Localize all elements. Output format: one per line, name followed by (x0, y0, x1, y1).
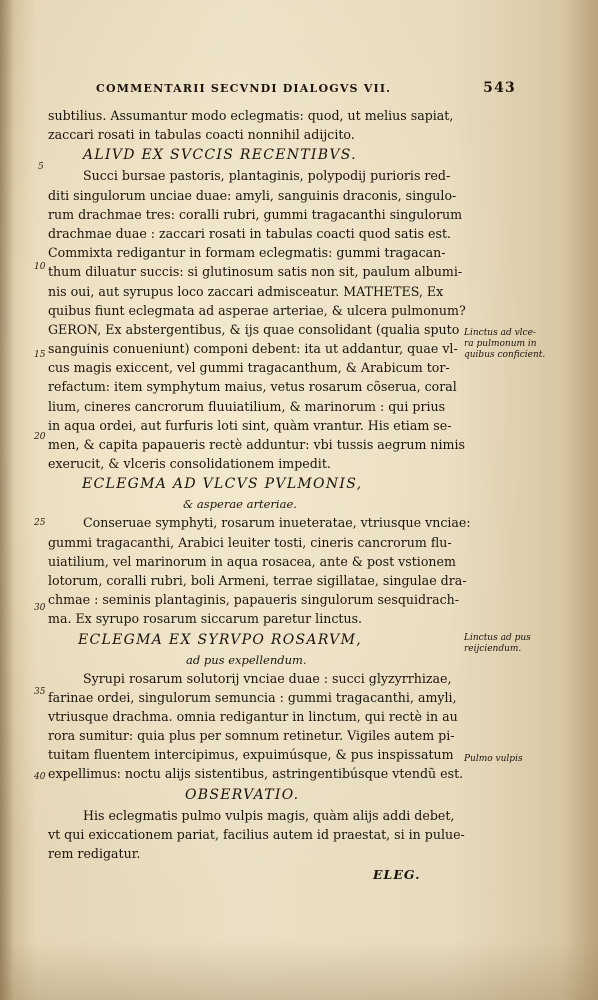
line-number: 40 (34, 772, 46, 782)
text-line: men, & capita papaueris rectè adduntur: vbi tussis aegrum nimis (48, 437, 465, 452)
margin-note-line: quibus conficient. (464, 350, 546, 360)
text-line: Conseruae symphyti, rosarum inueteratae, vtriusque vnciae: (83, 515, 471, 531)
margin-note-line: Linctus ad pus (464, 633, 531, 643)
line-number: 5 (38, 162, 44, 172)
section-heading: ALIVD EX SVCCIS RECENTIBVS. (83, 147, 357, 164)
text-line: Succi bursae pastoris, plantaginis, polypodij purioris red- (83, 168, 451, 184)
text-line: thum diluatur succis: si glutinosum satis non sit, paulum albumi- (48, 264, 463, 280)
margin-note-line: ra pulmonum in (464, 339, 537, 349)
text-line: refactum: item symphytum maius, vetus rosarum cõserua, coral (48, 379, 457, 395)
text-line: subtilius. Assumantur modo eclegmatis: quod, ut melius sapiat, (48, 108, 454, 123)
line-number: 10 (34, 262, 46, 272)
text-line: zaccari rosati in tabulas coacti nonnihil adijcito. (48, 127, 355, 143)
text-block (48, 106, 471, 887)
text-line: gummi tragacanthi, Arabici leuiter tosti, cineris cancrorum flu- (48, 534, 452, 550)
line-number: 20 (34, 432, 46, 442)
text-line: in aqua ordei, aut furfuris loti sint, quàm vrantur. His etiam se- (48, 417, 452, 433)
page-header (96, 80, 516, 100)
section-subheading: ad pus expellendum. (186, 652, 307, 667)
text-line: lium, cineres cancrorum fluuiatilium, & marinorum : qui prius (48, 398, 446, 414)
line-number: 35 (34, 687, 46, 697)
text-line: expellimus: noctu alijs sistentibus, astringentibúsque vtendũ est. (48, 766, 464, 782)
text-line: rum drachmae tres: coralli rubri, gummi tragacanthi singulorum (48, 206, 463, 222)
margin-note-line: Pulmo vulpis (464, 754, 523, 764)
section-heading: ECLEGMA AD VLCVS PVLMONIS, (82, 476, 363, 493)
page-number: 543 (483, 80, 516, 96)
line-number: 25 (34, 518, 46, 528)
running-title: COMMENTARII SECVNDI DIALOGVS VII. (96, 82, 392, 95)
text-line: exerucit, & vlceris consolidationem impedit. (48, 456, 331, 472)
section-heading: OBSERVATIO. (185, 786, 300, 803)
text-line: vt qui exiccationem pariat, facilius autem id praestat, si in pulue- (48, 826, 465, 842)
text-line: diti singulorum unciae duae: amyli, sanguinis draconis, singulo- (48, 187, 457, 203)
text-line: nis oui, aut syrupus loco zaccari admisceatur. MATHETES, Ex (48, 283, 444, 299)
page-bottom-shade (0, 940, 598, 1000)
text-line: ma. Ex syrupo rosarum siccarum paretur linctus. (48, 611, 363, 627)
text-line: quibus fiunt eclegmata ad asperae arteriae, & ulcera pulmonum? (48, 302, 466, 318)
text-line: tuitam fluentem intercipimus, expuimúsque, & pus inspissatum (48, 747, 454, 763)
line-number: 30 (34, 603, 46, 613)
line-number: 15 (34, 350, 46, 360)
margin-note (464, 754, 594, 765)
catchword: ELEG. (373, 867, 421, 883)
text-line: lotorum, coralli rubri, boli Armeni, terrae sigillatae, singulae dra- (48, 572, 467, 588)
text-line: uiatilium, vel marinorum in aqua rosacea, ante & post vstionem (48, 553, 456, 569)
text-line: vtriusque drachma. omnia redigantur in linctum, qui rectè in au (48, 708, 458, 724)
margin-note-line: Linctus ad vlce- (464, 328, 536, 338)
text-line: sanguinis conueniunt) componi debent: ita ut addantur, quae vl- (48, 341, 458, 357)
section-heading: ECLEGMA EX SYRVPO ROSARVM, (78, 631, 362, 648)
text-line: Commixta redigantur in formam eclegmatis: gummi tragacan- (48, 245, 446, 261)
text-line: GERON, Ex abstergentibus, & ijs quae consolidant (qualia sputo (48, 321, 460, 337)
text-line: His eclegmatis pulmo vulpis magis, quàm alijs addi debet, (83, 807, 455, 823)
text-line: rora sumitur: quia plus per somnum retinetur. Vigiles autem pi- (48, 728, 455, 744)
margin-note (464, 328, 594, 361)
spine-shadow (0, 0, 14, 1000)
section-subheading: & asperae arteriae. (183, 497, 297, 512)
text-line: chmae : seminis plantaginis, papaueris singulorum sesquidrach- (48, 592, 460, 608)
text-line: rem redigatur. (48, 846, 141, 861)
text-line: cus magis exiccent, vel gummi tragacanthum, & Arabicum tor- (48, 360, 450, 376)
text-line: Syrupi rosarum solutorij vnciae duae : succi glyzyrrhizae, (83, 670, 452, 686)
margin-note (464, 633, 594, 655)
margin-note-line: reijciendum. (464, 644, 522, 654)
text-line: farinae ordei, singulorum semuncia : gummi tragacanthi, amyli, (48, 689, 457, 705)
text-line: drachmae duae : zaccari rosati in tabulas coacti quod satis est. (48, 225, 452, 241)
